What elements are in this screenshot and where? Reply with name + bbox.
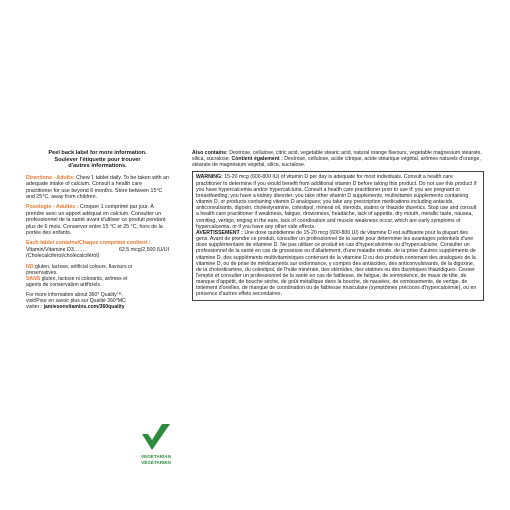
more-info-url[interactable]: jamiesonvitamins.com/360quality [43,304,125,311]
avertissement-text: Une dose quotidienne de 15-20 mcg (600-800 UI) de vitamine D est suffisante pour la plupart des gens. Avant de prendre ce produit, consulter un professionnel de la santé pour déterminer les avantages potentiels d'une dose supplémentaire de vitamine D. Ne pas utiliser ce produit en cas d'hypercalcémie ou d'hypercalciurie. Consulter un professionnel de la santé en cas de grossesse ou d'allaitement, d'une maladie rénale, de la prise d'autres suppléments de vitamine D, des suppléments multivitaminiques contenant de la vitamine D ou des produits contenant des analogues de la vitamine D, ou de prise de médicaments sur ordonnance, y compris des antiacides, des anticonvulsivants, de la digoxine, de la cholestiramine, du colestipol, de l'huile minérale, des stéroïdes, des statines ou des diurétiques thiazidiques. Cesser l'emploi et consulter un professionnel de la santé en cas de faiblesse, de fatigue, de somnolence, de maux de tête, de manque d'appétit, de bouche sèche, de goût métallique dans la bouche, de nausées, de vomissements, de vertige, de tintement d'oreilles, de manque de coordination ou de faiblesse musculaire (symptômes précoces d'hypercalcémie), ou en présence d'autres effets secondaires. [196,229,477,298]
sans-section [26,276,134,288]
ingredient-block [26,247,169,260]
directions-text: Chew 1 tablet daily. To be taken with an adequate intake of calcium. Consult a health care practitioner for use beyond 6 months. Store between 15°C and 25°C, away from children. [26,174,169,200]
directions-label: Directions - Adults: [26,174,75,181]
also-text-fr: Dextrose, cellulose, acide citrique, acide stéarique végétal, arômes naturels d'orange, stéarate de magnésium végétal, silice, sucralose. [192,156,481,169]
ingredient-dots: ……. [73,246,86,253]
more-info-prefix: visiter : [26,304,43,311]
more-info-line3 [26,304,138,310]
right-column [192,150,484,301]
warning-fr [196,230,480,298]
warning-label: WARNING: [196,174,223,181]
sans-text: gluten, lactose ni colorants, arômes et agents de conservation artificiels. [26,275,128,288]
left-column [26,150,169,310]
peel-notice-en: Peel back label for more information. [48,150,147,156]
sans-label: SANS [26,275,41,282]
ingredient-name: Vitamin/Vitamine D3 [26,246,74,253]
also-label-fr: Contient également : [231,156,283,163]
no-label: NO [26,263,34,270]
peel-notice-fr-line2: d'autres informations. [68,163,127,170]
more-info [26,292,138,310]
badge-line2: VÉGÉTARIEN [141,460,171,465]
more-info-line1: For more information about 360° Quality™, [26,292,124,299]
warning-text: 15-20 mcg (600-800 IU) of vitamin D per day is adequate for most individuals. Consult a health care practitioner to determine if you would benefit from additional vitamin D before taking this product. Do not use this product if you have hypercalcemia and/or hypercalciuria. Consult a health care practitioner prior to use if: you are pregnant or breastfeeding; you have a kidney disorder; you take other vitamin D supplements, multivitamin supplements containing vitamin D, or products containing vitamin D analogues; you take any prescription medications including antacids, anticonvulsants, digoxin, cholestyramine, colestipol, mineral oil, steroids, statins or thiazide diuretics. Stop use and consult a health care practitioner if weakness, fatigue, drowsiness, headache, lack of appetite, dry mouth, metallic taste, nausea, vomiting, vertigo, ringing in the ears, lack of coordination and muscle weakness occur, which are early symptoms of hypercalcemia, or if you have any other side effects. [196,174,477,230]
also-contains [192,150,484,168]
vegetarian-check-icon [138,420,174,468]
vegetarian-badge [138,420,174,468]
more-info-line2: visit/Pour en savoir plus sur Qualité 360°MC [26,298,126,305]
ingredient-amount: 62.5 mcg/2,500 IU/UI [118,246,169,253]
avertissement-label: AVERTISSEMENT : [196,229,243,236]
directions-section [26,175,169,201]
posologie-section [26,204,169,236]
ingredient-note: (Cholecalciferol/cholécalciférol) [26,253,100,260]
warning-box [192,171,484,300]
badge-line1: VEGETARIAN [141,454,171,459]
peel-notice-fr-line1: Soulever l'étiquette pour trouver [54,156,141,163]
posologie-text: Croquer 1 comprimé par jour. À prendre avec un apport adéquat en calcium. Consulter un professionnel de la santé avant d'utiliser ce produit pendant plus de 6 mois. Conserver entre 15 °C et 25 °C, hors de la portée des enfants. [26,204,166,237]
posologie-label: Posologie - Adultes : [26,204,79,211]
warning-en [196,174,480,229]
peel-back-notice [26,150,169,170]
no-text: gluten, lactose, artificial colours, flavours or preservatives. [26,263,133,276]
no-section [26,264,134,276]
also-text: Dextrose, cellulose, citric acid, vegetable stearic acid, natural orange flavours, vegetable magnesium stearate, silica, sucralose. [192,150,482,163]
also-label: Also contains: [192,150,228,156]
contains-header: Each tablet contains/Chaque comprimé contient : [26,240,151,247]
